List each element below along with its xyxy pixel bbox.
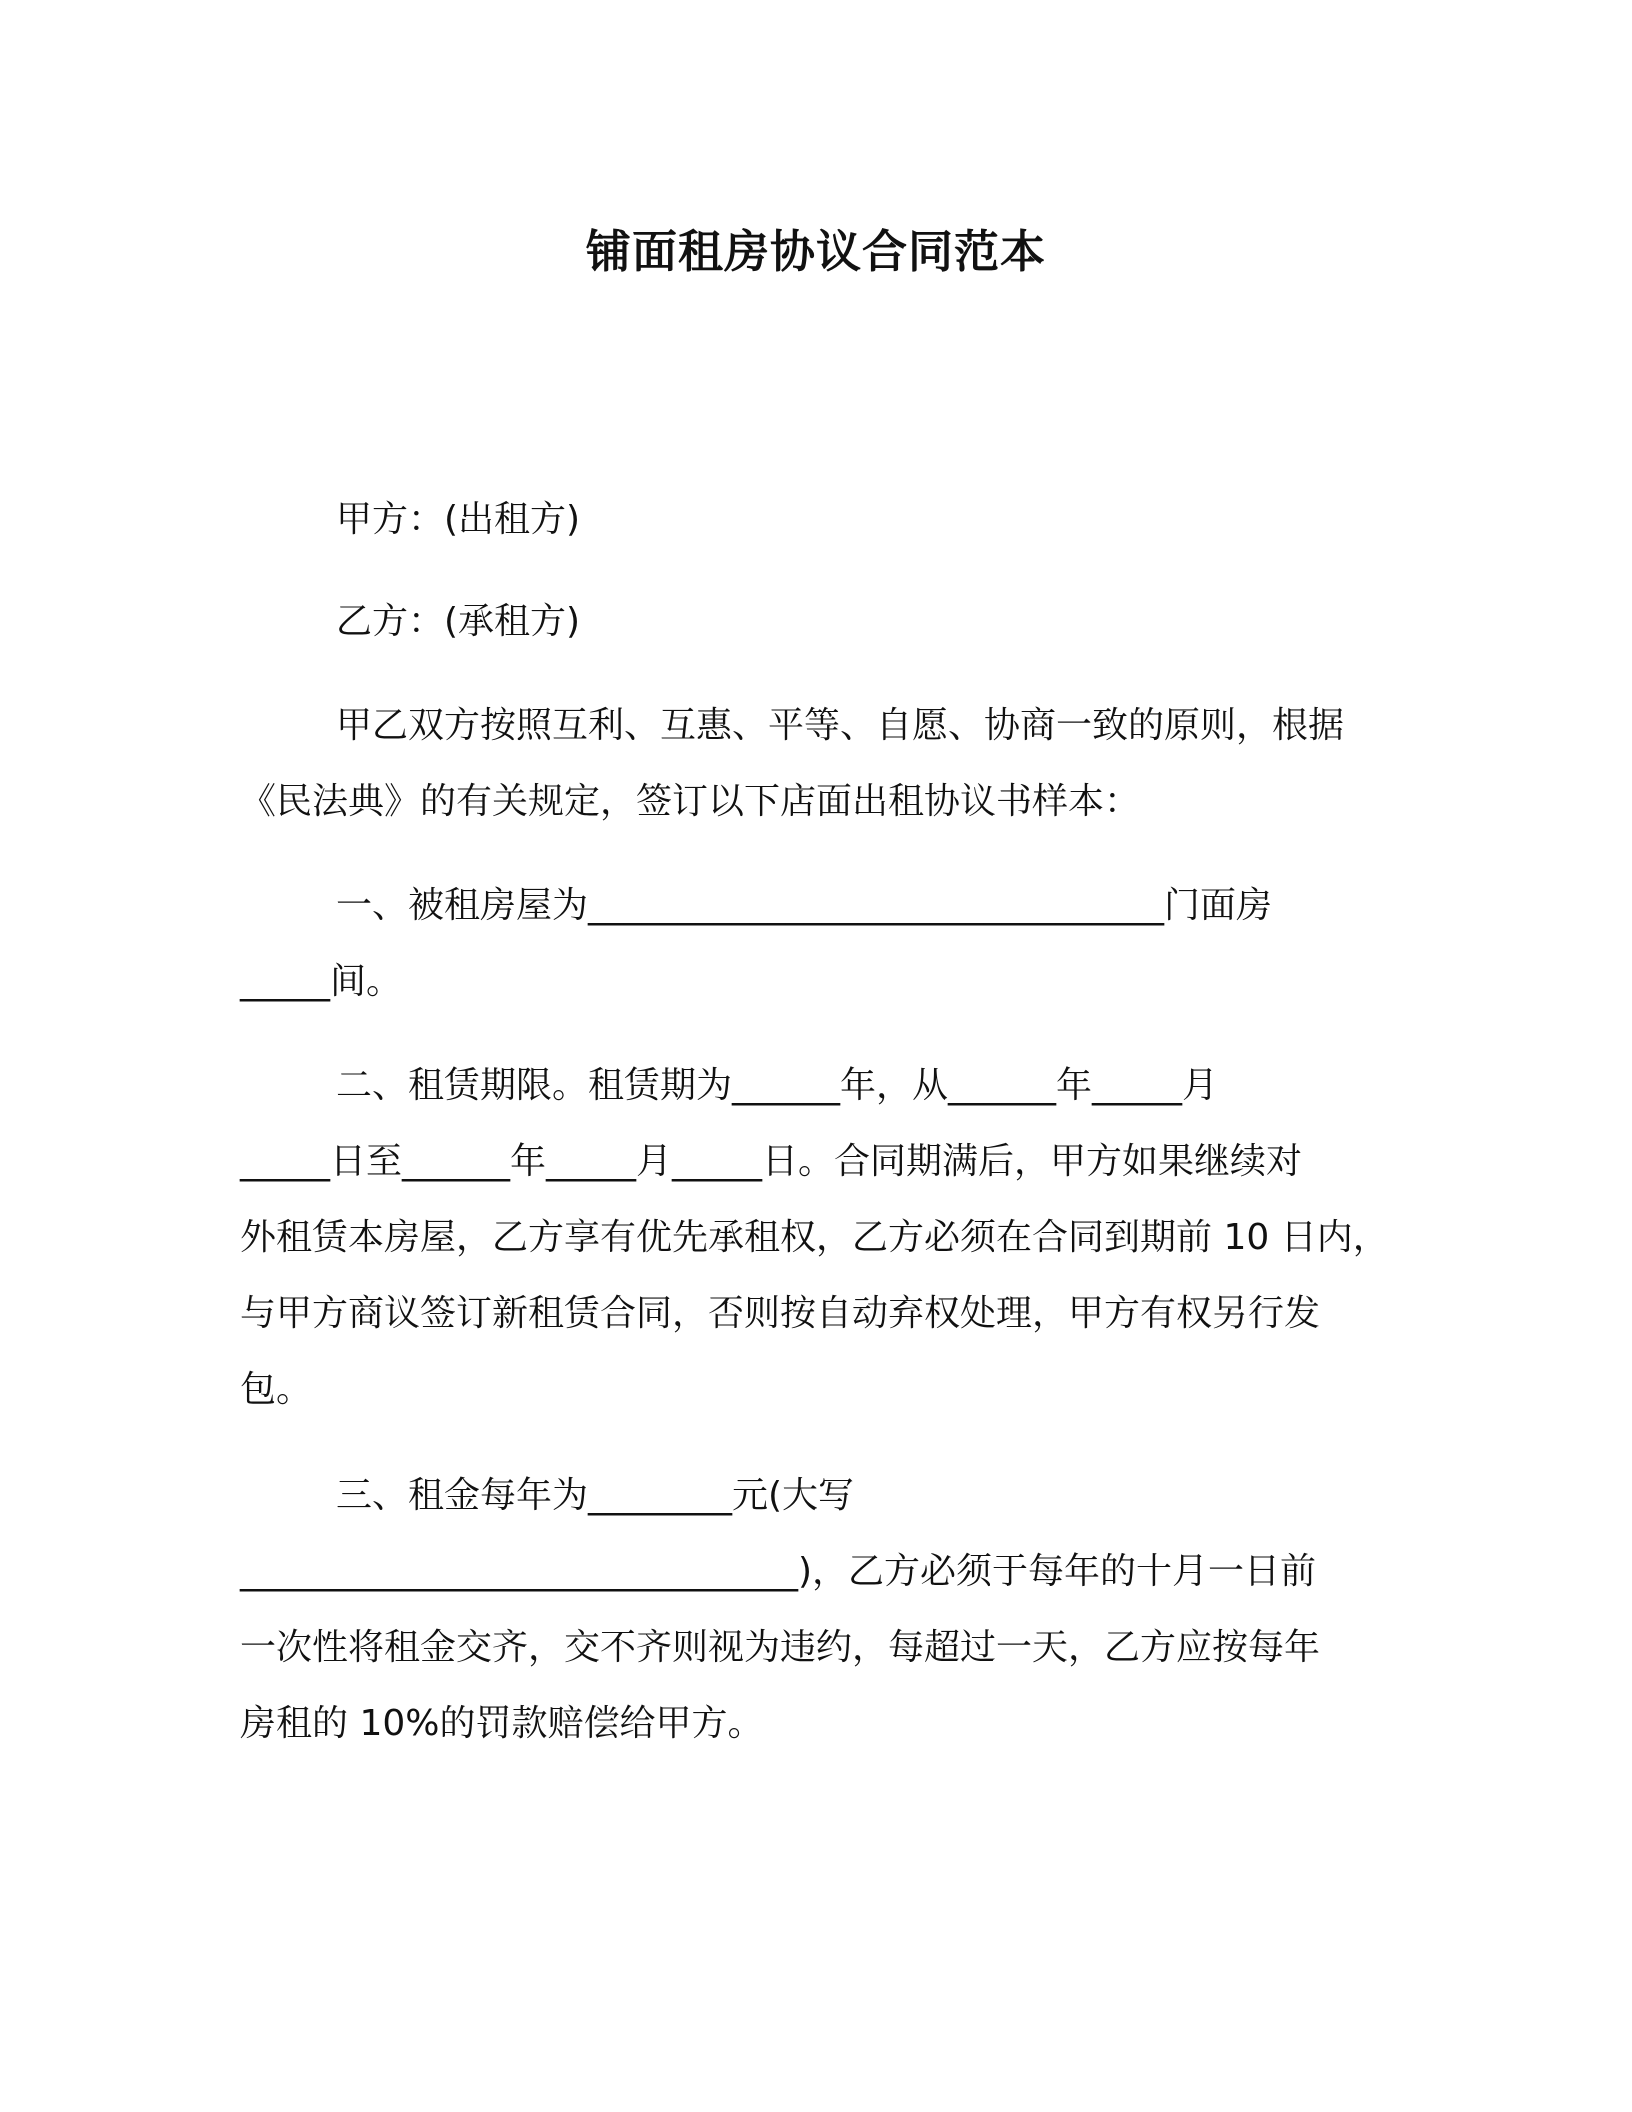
clause-1-line-1: 一、被租房屋为________________________________门面房 [336,885,1273,926]
clause-2-line-3: 外租赁本房屋，乙方享有优先承租权，乙方必须在合同到期前 10 日内， [240,1217,1389,1258]
party-b-line: 乙方：(承租方) [336,601,581,642]
preamble-line-2: 《民法典》的有关规定，签订以下店面出租协议书样本： [240,781,1141,822]
clause-2-line-5: 包。 [240,1369,313,1410]
party-a-line: 甲方：(出租方) [336,499,581,540]
clause-1-line-2: _____间。 [240,961,403,1002]
clause-2-line-1: 二、租赁期限。租赁期为______年，从______年_____月 [336,1065,1219,1106]
clause-2-line-2: _____日至______年_____月_____日。合同期满后，甲方如果继续对 [240,1141,1303,1182]
clause-2-line-4: 与甲方商议签订新租赁合同，否则按自动弃权处理，甲方有权另行发 [240,1293,1321,1334]
clause-3-line-3: 一次性将租金交齐，交不齐则视为违约，每超过一天，乙方应按每年 [240,1627,1321,1668]
clause-3-line-2: _______________________________)，乙方必须于每年的十月一日前 [240,1551,1317,1592]
clause-3-line-1: 三、租金每年为________元(大写 [336,1475,855,1516]
document-title: 铺面租房协议合同范本 [585,225,1046,278]
preamble-line-1: 甲乙双方按照互利、互惠、平等、自愿、协商一致的原则，根据 [336,705,1345,746]
clause-3-line-4: 房租的 10%的罚款赔偿给甲方。 [240,1703,764,1744]
